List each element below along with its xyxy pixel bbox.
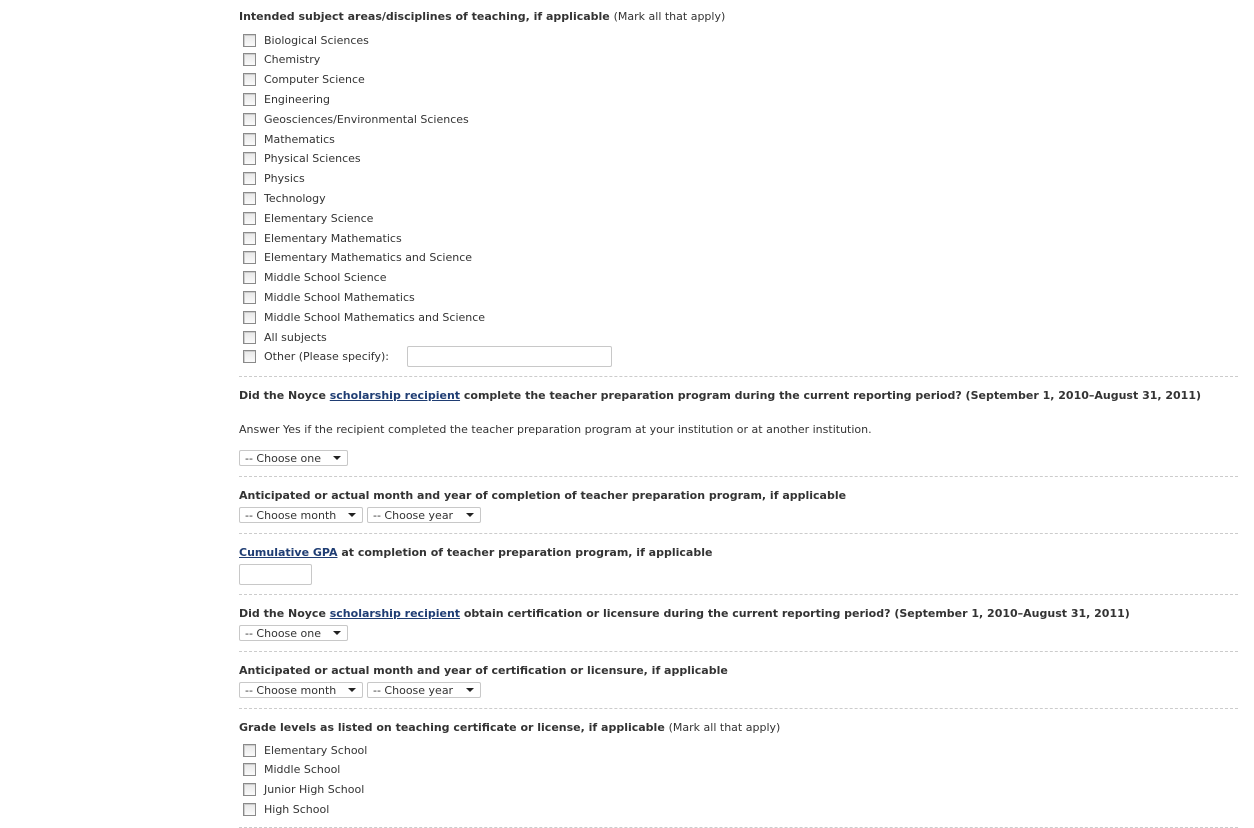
checkbox[interactable]: [243, 212, 256, 225]
checkbox-label: Elementary School: [264, 743, 368, 757]
q-text: Did the Noyce: [239, 389, 330, 402]
grades-heading: [239, 721, 1229, 734]
checkbox-row[interactable]: [243, 111, 469, 127]
subjects-heading-text: Intended subject areas/disciplines of teaching, if applicable: [239, 10, 610, 23]
checkbox-row[interactable]: [243, 72, 365, 88]
checkbox[interactable]: [243, 271, 256, 284]
divider: [239, 594, 1238, 595]
checkbox[interactable]: [243, 34, 256, 47]
checkbox-label: Middle School: [264, 763, 341, 777]
checkbox-label: Middle School Science: [264, 271, 387, 285]
checkbox[interactable]: [243, 350, 256, 363]
completed-select[interactable]: [239, 450, 348, 466]
checkbox-label: All subjects: [264, 330, 327, 344]
checkbox-label: High School: [264, 803, 330, 817]
dropdown-arrow-icon: [348, 688, 356, 692]
checkbox[interactable]: [243, 331, 256, 344]
q-text: obtain certification or licensure during the current reporting period? (September 1, 2010–August 31, 2011): [460, 607, 1130, 620]
select-value: -- Choose year: [373, 683, 454, 697]
certified-select[interactable]: [239, 625, 348, 641]
checkbox[interactable]: [243, 192, 256, 205]
checkbox-label: Middle School Mathematics and Science: [264, 310, 486, 324]
grades-hint: (Mark all that apply): [668, 721, 781, 734]
checkbox[interactable]: [243, 152, 256, 165]
scholarship-recipient-link[interactable]: scholarship recipient: [329, 389, 461, 402]
checkbox-row[interactable]: [243, 762, 340, 778]
checkbox-label: Elementary Science: [264, 211, 374, 225]
checkbox[interactable]: [243, 803, 256, 816]
checkbox-row[interactable]: [243, 131, 335, 147]
certified-question: [239, 607, 1229, 620]
checkbox-row[interactable]: [243, 32, 369, 48]
checkbox-row[interactable]: [243, 52, 320, 68]
completed-note: Answer Yes if the recipient completed the teacher preparation program at your institution or at another institution.: [239, 423, 872, 436]
completion-month-select[interactable]: [239, 507, 363, 523]
checkbox-row[interactable]: [243, 742, 367, 758]
divider: [239, 708, 1238, 709]
checkbox-row[interactable]: [243, 329, 327, 345]
checkbox-label: Junior High School: [264, 783, 365, 797]
divider: [239, 476, 1238, 477]
checkbox-row[interactable]: [243, 190, 326, 206]
checkbox-row[interactable]: [243, 210, 373, 226]
checkbox-row[interactable]: [243, 151, 361, 167]
select-value: -- Choose month: [245, 683, 337, 697]
q-text: complete the teacher preparation program during the current reporting period? (September 1, 2010–August 31, 2011): [460, 389, 1202, 402]
checkbox[interactable]: [243, 783, 256, 796]
checkbox[interactable]: [243, 232, 256, 245]
cert-year-select[interactable]: [367, 682, 481, 698]
checkbox[interactable]: [243, 113, 256, 126]
checkbox-label: Elementary Mathematics and Science: [264, 251, 473, 265]
checkbox-row[interactable]: [243, 782, 364, 798]
cumulative-gpa-link[interactable]: Cumulative GPA: [239, 546, 338, 559]
checkbox[interactable]: [243, 53, 256, 66]
grades-heading-text: Grade levels as listed on teaching certificate or license, if applicable: [239, 721, 665, 734]
completion-year-select[interactable]: [367, 507, 481, 523]
select-value: -- Choose one: [245, 451, 322, 465]
checkbox[interactable]: [243, 73, 256, 86]
dropdown-arrow-icon: [333, 456, 341, 460]
dropdown-arrow-icon: [348, 513, 356, 517]
checkbox[interactable]: [243, 251, 256, 264]
completed-question: [239, 389, 1229, 402]
subjects-heading: [239, 10, 1229, 23]
other-specify-input[interactable]: [407, 346, 612, 367]
select-value: -- Choose month: [245, 508, 337, 522]
checkbox-label: Physics: [264, 172, 305, 186]
checkbox-row[interactable]: [243, 802, 329, 818]
dropdown-arrow-icon: [466, 688, 474, 692]
checkbox-row[interactable]: [243, 349, 389, 365]
checkbox[interactable]: [243, 291, 256, 304]
checkbox-label: Mathematics: [264, 132, 335, 146]
checkbox[interactable]: [243, 93, 256, 106]
completion-date-heading: Anticipated or actual month and year of completion of teacher preparation program, if applicable: [239, 489, 847, 502]
dropdown-arrow-icon: [466, 513, 474, 517]
checkbox[interactable]: [243, 744, 256, 757]
checkbox-label: Geosciences/Environmental Sciences: [264, 112, 469, 126]
checkbox-row[interactable]: [243, 91, 330, 107]
checkbox-label: Engineering: [264, 92, 330, 106]
checkbox-label: Other (Please specify):: [264, 350, 389, 364]
checkbox-label: Physical Sciences: [264, 152, 361, 166]
checkbox-row[interactable]: [243, 309, 485, 325]
divider: [239, 533, 1238, 534]
checkbox-row[interactable]: [243, 230, 402, 246]
checkbox-label: Middle School Mathematics: [264, 290, 415, 304]
checkbox-label: Biological Sciences: [264, 33, 369, 47]
scholarship-recipient-link[interactable]: scholarship recipient: [329, 607, 461, 620]
checkbox-row[interactable]: [243, 250, 472, 266]
select-value: -- Choose one: [245, 626, 322, 640]
divider: [239, 376, 1238, 377]
select-value: -- Choose year: [373, 508, 454, 522]
checkbox-label: Chemistry: [264, 53, 321, 67]
checkbox[interactable]: [243, 311, 256, 324]
gpa-input[interactable]: [239, 564, 312, 585]
gpa-heading: [239, 546, 1229, 559]
cert-month-select[interactable]: [239, 682, 363, 698]
subjects-hint: (Mark all that apply): [613, 10, 726, 23]
dropdown-arrow-icon: [333, 631, 341, 635]
checkbox-label: Elementary Mathematics: [264, 231, 402, 245]
checkbox-row[interactable]: [243, 171, 305, 187]
divider: [239, 651, 1238, 652]
q-text: Did the Noyce: [239, 607, 330, 620]
checkbox[interactable]: [243, 133, 256, 146]
checkbox-row[interactable]: [243, 289, 415, 305]
checkbox-label: Computer Science: [264, 73, 365, 87]
q-text: at completion of teacher preparation program, if applicable: [337, 546, 713, 559]
checkbox-label: Technology: [264, 191, 326, 205]
checkbox-row[interactable]: [243, 270, 387, 286]
checkbox[interactable]: [243, 763, 256, 776]
checkbox[interactable]: [243, 172, 256, 185]
cert-date-heading: Anticipated or actual month and year of certification or licensure, if applicable: [239, 664, 728, 677]
